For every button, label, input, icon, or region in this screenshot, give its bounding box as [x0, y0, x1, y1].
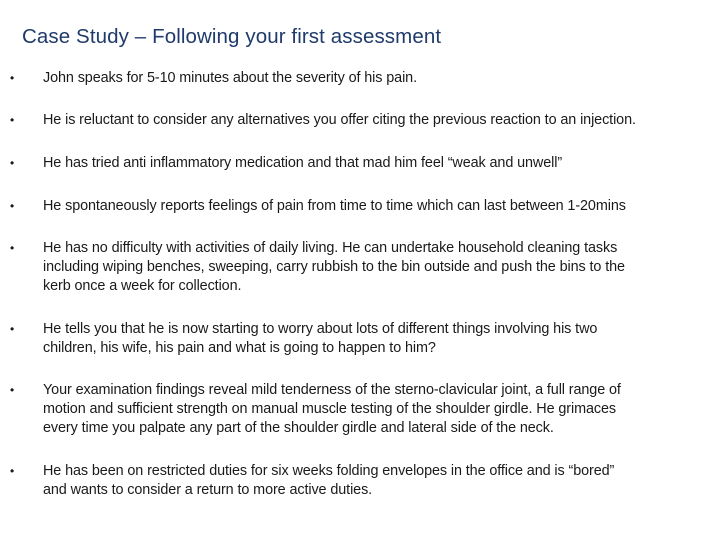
bullet-icon: • [10, 464, 15, 478]
bullet-text: He is reluctant to consider any alternatives you offer citing the previous reaction to an injection. [43, 112, 636, 128]
bullet-text: He has no difficulty with activities of daily living. He can undertake household cleaning tasks including wiping benches, sweeping, carry rubbish to the bin outside and push the bins to the kerb once a week for collection. [43, 240, 625, 294]
bullet-icon: • [10, 71, 15, 85]
bullet-icon: • [10, 383, 15, 397]
bullet-icon: • [10, 156, 15, 170]
bullet-icon: • [10, 241, 15, 255]
bullet-text: He has tried anti inflammatory medication and that mad him feel “weak and unwell” [43, 155, 563, 171]
bullet-icon: • [10, 322, 15, 336]
bullet-text: Your examination findings reveal mild tenderness of the sterno-clavicular joint, a full range of motion and sufficient strength on manual muscle testing of the shoulder girdle. He grimaces every time you palpate any part of the shoulder girdle and lateral side of the neck. [43, 382, 621, 436]
bullet-text: John speaks for 5-10 minutes about the severity of his pain. [43, 70, 417, 86]
bullet-text: He spontaneously reports feelings of pain from time to time which can last between 1-20mins [43, 198, 626, 214]
bullet-text: He tells you that he is now starting to worry about lots of different things involving his two children, his wife, his pain and what is going to happen to him? [43, 321, 598, 356]
slide-title: Case Study – Following your first assessment [22, 25, 442, 48]
bullet-icon: • [10, 199, 15, 213]
bullet-text: He has been on restricted duties for six weeks folding envelopes in the office and is “bored” and wants to consider a return to more active duties. [43, 463, 615, 498]
bullet-icon: • [10, 113, 15, 127]
